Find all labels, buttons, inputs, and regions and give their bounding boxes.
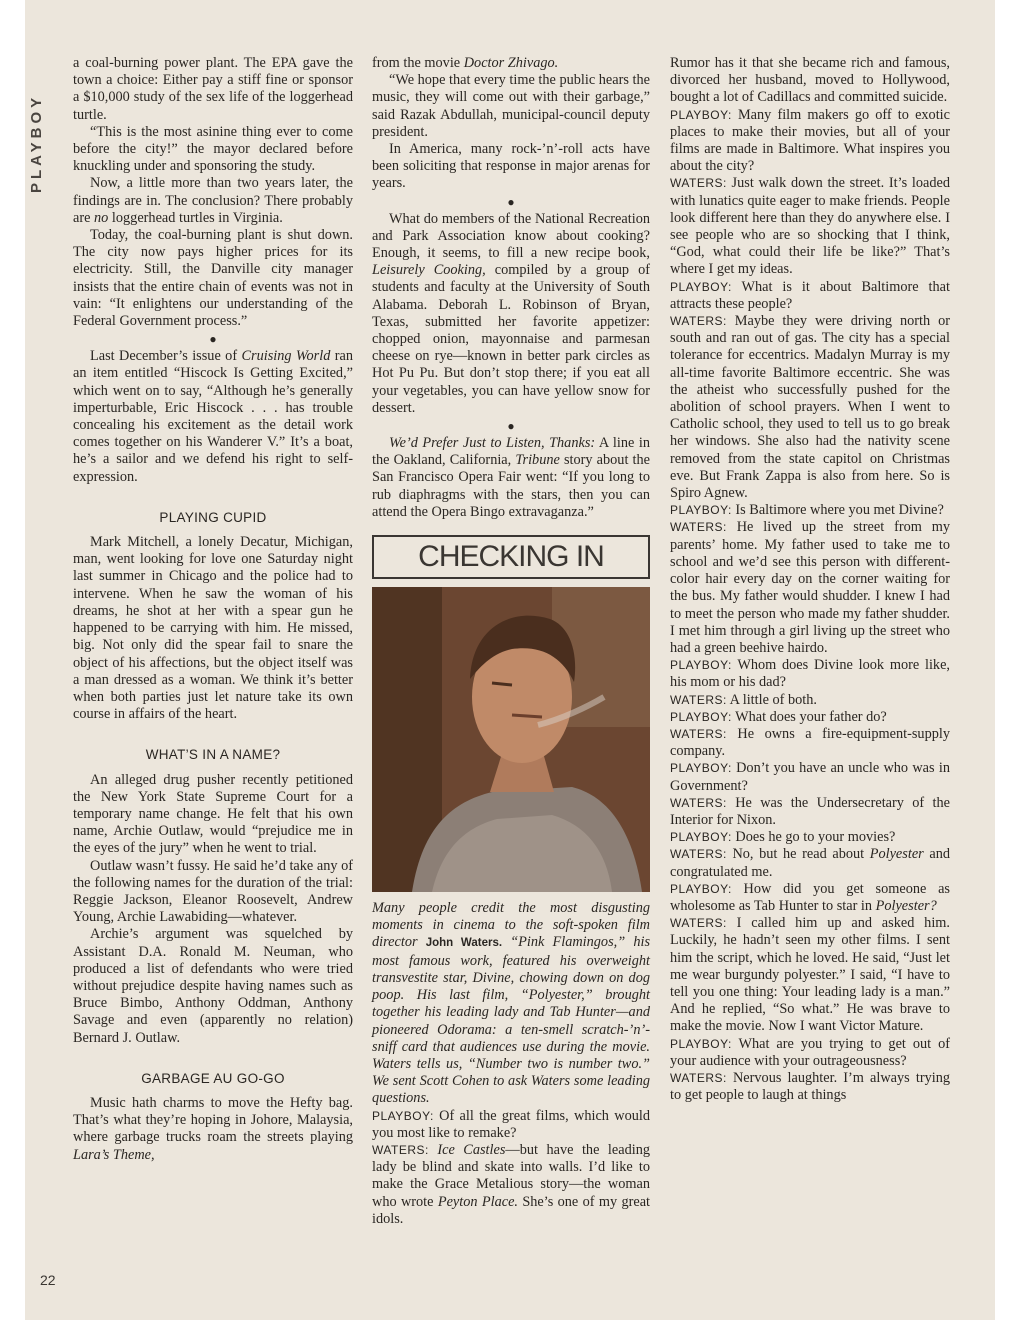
interview-question: PLAYBOY: What is it about Baltimore that attracts these people? [670, 278, 950, 312]
interview-answer: WATERS: No, but he read about Polyester and congratulated me. [670, 846, 950, 880]
bullet-separator: ● [507, 194, 515, 209]
bullet-separator: ● [209, 332, 217, 347]
interview-question: PLAYBOY: What are you trying to get out of your audience with your outrageousness? [670, 1035, 950, 1069]
bullet-separator: ● [507, 419, 515, 434]
paragraph: We’d Prefer Just to Listen, Thanks: A line in the Oakland, California, Tribune story about the San Francisco Opera Fair went: “If you long to rub diaphragms with the stars, then you can attend the Opera Bingo extravaganza.” [372, 435, 650, 520]
interview-answer: WATERS: He owns a fire-equipment-supply company. [670, 725, 950, 760]
paragraph: Now, a little more than two years later, the findings are in. The conclusion? There probably are no loggerhead turtles in Virginia. [73, 175, 353, 226]
paragraph: Today, the coal-burning plant is shut down. The city now pays higher prices for its electricity. Still, the Danville city manager insists that the entire chain of events was not in vain: “It enlightens our understanding of the Federal Government process.” [73, 227, 353, 330]
paragraph: In America, many rock-’n’-roll acts have been soliciting that response in major arenas for years. [372, 141, 650, 192]
interview-question: PLAYBOY: Whom does Divine look more like, his mom or his dad? [670, 657, 950, 691]
paragraph: Music hath charms to move the Hefty bag. That’s what they’re hoping in Johore, Malaysia, where garbage trucks roam the streets playing Lara’s Theme, [73, 1094, 353, 1163]
paragraph: a coal-burning power plant. The EPA gave the town a choice: Either pay a stiff fine or sponsor a $10,000 study of the sex life of the loggerhead turtle. [73, 55, 353, 123]
interview-answer: WATERS: A little of both. [670, 691, 817, 708]
interview-question: PLAYBOY: How did you get someone as wholesome as Tab Hunter to star in Polyester? [670, 880, 950, 914]
paragraph: An alleged drug pusher recently petitioned the New York State Supreme Court for a temporary name change. He felt that his own name, Archie Outlaw, would “prejudice me in the eyes of the jury” when he went to trial. [73, 771, 353, 857]
interview-answer: WATERS: Ice Castles—but have the leading lady be blind and skate into walls. I’d like to make the Grace Metalious story—the woman who wrote Peyton Place. She’s one of my great idols. [372, 1141, 651, 1227]
paragraph: “This is the most asinine thing ever to come before the city!” the mayor declared before knuckling under and sponsoring the study. [73, 123, 353, 175]
section-heading: WHAT’S IN A NAME? [145, 747, 281, 763]
section-heading: GARBAGE AU GO-GO [141, 1070, 285, 1086]
interview-question: PLAYBOY: Is Baltimore where you met Divine? [670, 502, 944, 519]
page-number: 22 [40, 1272, 56, 1288]
paragraph: “We hope that every time the public hears the music, they will come out with their garbage,” said Razak Abdullah, municipal-council deputy president. [372, 72, 650, 140]
paragraph: What do members of the National Recreation and Park Association know about cooking? Enough, it seems, to fill a new recipe book, Leisurely Cooking, compiled by a group of students and faculty at the University of South Alabama. Deborah L. Robinson of Bryan, Texas, submitted her favorite appetizer: chopped onion, mayonnaise and parmesan cheese on rye—known in better park circles as Hot Pu Pu. But don’t stop there; if you eat all your vegetables, you can have yellow snow for dessert. [372, 210, 650, 416]
paragraph: Mark Mitchell, a lonely Decatur, Michigan, man, went looking for love one Saturday night last summer in Chicago and the police had to intervene. When he saw the woman of his dreams, he shot at her with a spear gun he happened to be carrying with him. He missed, big. Not only did the spear fail to snare the object of his affections, but the object itself was a man dressed as a woman. We think it’s better when both parties just let nature take its own course in affairs of the heart. [73, 534, 353, 723]
paragraph: Last December’s issue of Cruising World ran an item entitled “Hiscock Is Getting Excited,” which went on to say, “Although he’s generally imperturbable, Eric Hiscock . . . has trouble concealing his excitement as the detail work comes together on his Wanderer V.” It’s a boat, he’s a sailor and we defend his right to self-expression. [73, 348, 353, 485]
interview-question: PLAYBOY: Don’t you have an uncle who was in Government? [670, 760, 950, 794]
interview-question: PLAYBOY: What does your father do? [670, 708, 887, 725]
column-3 [670, 55, 950, 1104]
interview-answer: WATERS: I called him up and asked him. Luckily, he hadn’t seen my other films. I sent him the script, which he loved. He said, “Just let me wear burgundy polyester.” I said, “I have to tell you one thing: Your leading lady is a man.” And he replied, “So what.” He was brave to make the movie. Now I want Victor Mature. [670, 915, 950, 1035]
interview-question: PLAYBOY: Many film makers go off to exotic places to make their movies, but all of your films are made in Baltimore. What inspires you about the city? [670, 106, 950, 175]
interview-answer: WATERS: Just walk down the street. It’s loaded with lunatics quite eager to make friends. People look different here than they do anywhere else. I see people who are so shocking that I think, “God, what could their life be like?” That’s where I get my ideas. [670, 175, 950, 278]
interview-answer: WATERS: He was the Undersecretary of the Interior for Nixon. [670, 794, 950, 828]
interview-question: PLAYBOY: Of all the great films, which would you most like to remake? [372, 1107, 650, 1141]
column-1 [73, 55, 353, 1164]
photo-caption: Many people credit the most disgusting moments in cinema to the soft-spoken film director John Waters. “Pink Flamingos,” his most famous work, featured his overweight transvestite star, Divine, chowing down on dog poop. His last film, “Polyester,” brought together his leading lady and Tab Hunter—and pioneered Odorama: a ten-smell scratch-’n’-sniff card that audiences use during the movie. Waters tells us, “Number two is number two.” We sent Scott Cohen to ask Waters some leading questions. [372, 900, 651, 1107]
masthead: PLAYBOY [28, 93, 45, 193]
interview-question: PLAYBOY: Does he go to your movies? [670, 829, 896, 846]
interview-answer: WATERS: Maybe they were driving north or south and ran out of gas. The city has a special tolerance for eccentrics. Madalyn Murray is my all-time favorite Baltimore eccentric. She was the atheist who successfully pushed for the abolition of school prayers. When I went to Catholic school, they used to tell us to go break her windows. She also had the nativity scene removed from the state capitol on Christmas eve. But Frank Zappa is also from here. So is Spiro Agnew. [670, 313, 950, 502]
paragraph: from the movie Doctor Zhivago. [372, 55, 559, 71]
interview-answer: WATERS: Nervous laughter. I’m always trying to get people to laugh at things [670, 1069, 950, 1104]
section-heading: PLAYING CUPID [159, 509, 267, 525]
interview-answer: Rumor has it that she became rich and famous, divorced her husband, moved to Hollywood, bought a lot of Cadillacs and committed suicide. [670, 55, 950, 106]
paragraph: Outlaw wasn’t fussy. He said he’d take any of the following names for the duration of the trial: Reggie Jackson, Eleanor Roosevelt, Andrew Young, Archie Lawabiding—whatever. [73, 857, 353, 926]
portrait-photo [372, 587, 650, 892]
interview-answer: WATERS: He lived up the street from my parents’ home. My father used to take me to school and we’d see this person with different-color hair every day on the corner waiting for the bus. My father would shudder. I knew I had to meet the person who made my father shudder. I met him through a girl living up the street who had a green beehive hairdo. [670, 519, 950, 656]
column-2 [372, 55, 650, 1228]
paragraph: Archie’s argument was squelched by Assistant D.A. Ronald M. Neuman, who produced a list of defendants who were tried without prejudice despite having names such as Bruce Bimbo, Anthony Oddman, Anthony Savage and even (apparently no relation) Bernard J. Outlaw. [73, 926, 353, 1046]
checking-in-heading: CHECKING IN [372, 535, 650, 579]
portrait-illustration [372, 587, 650, 892]
